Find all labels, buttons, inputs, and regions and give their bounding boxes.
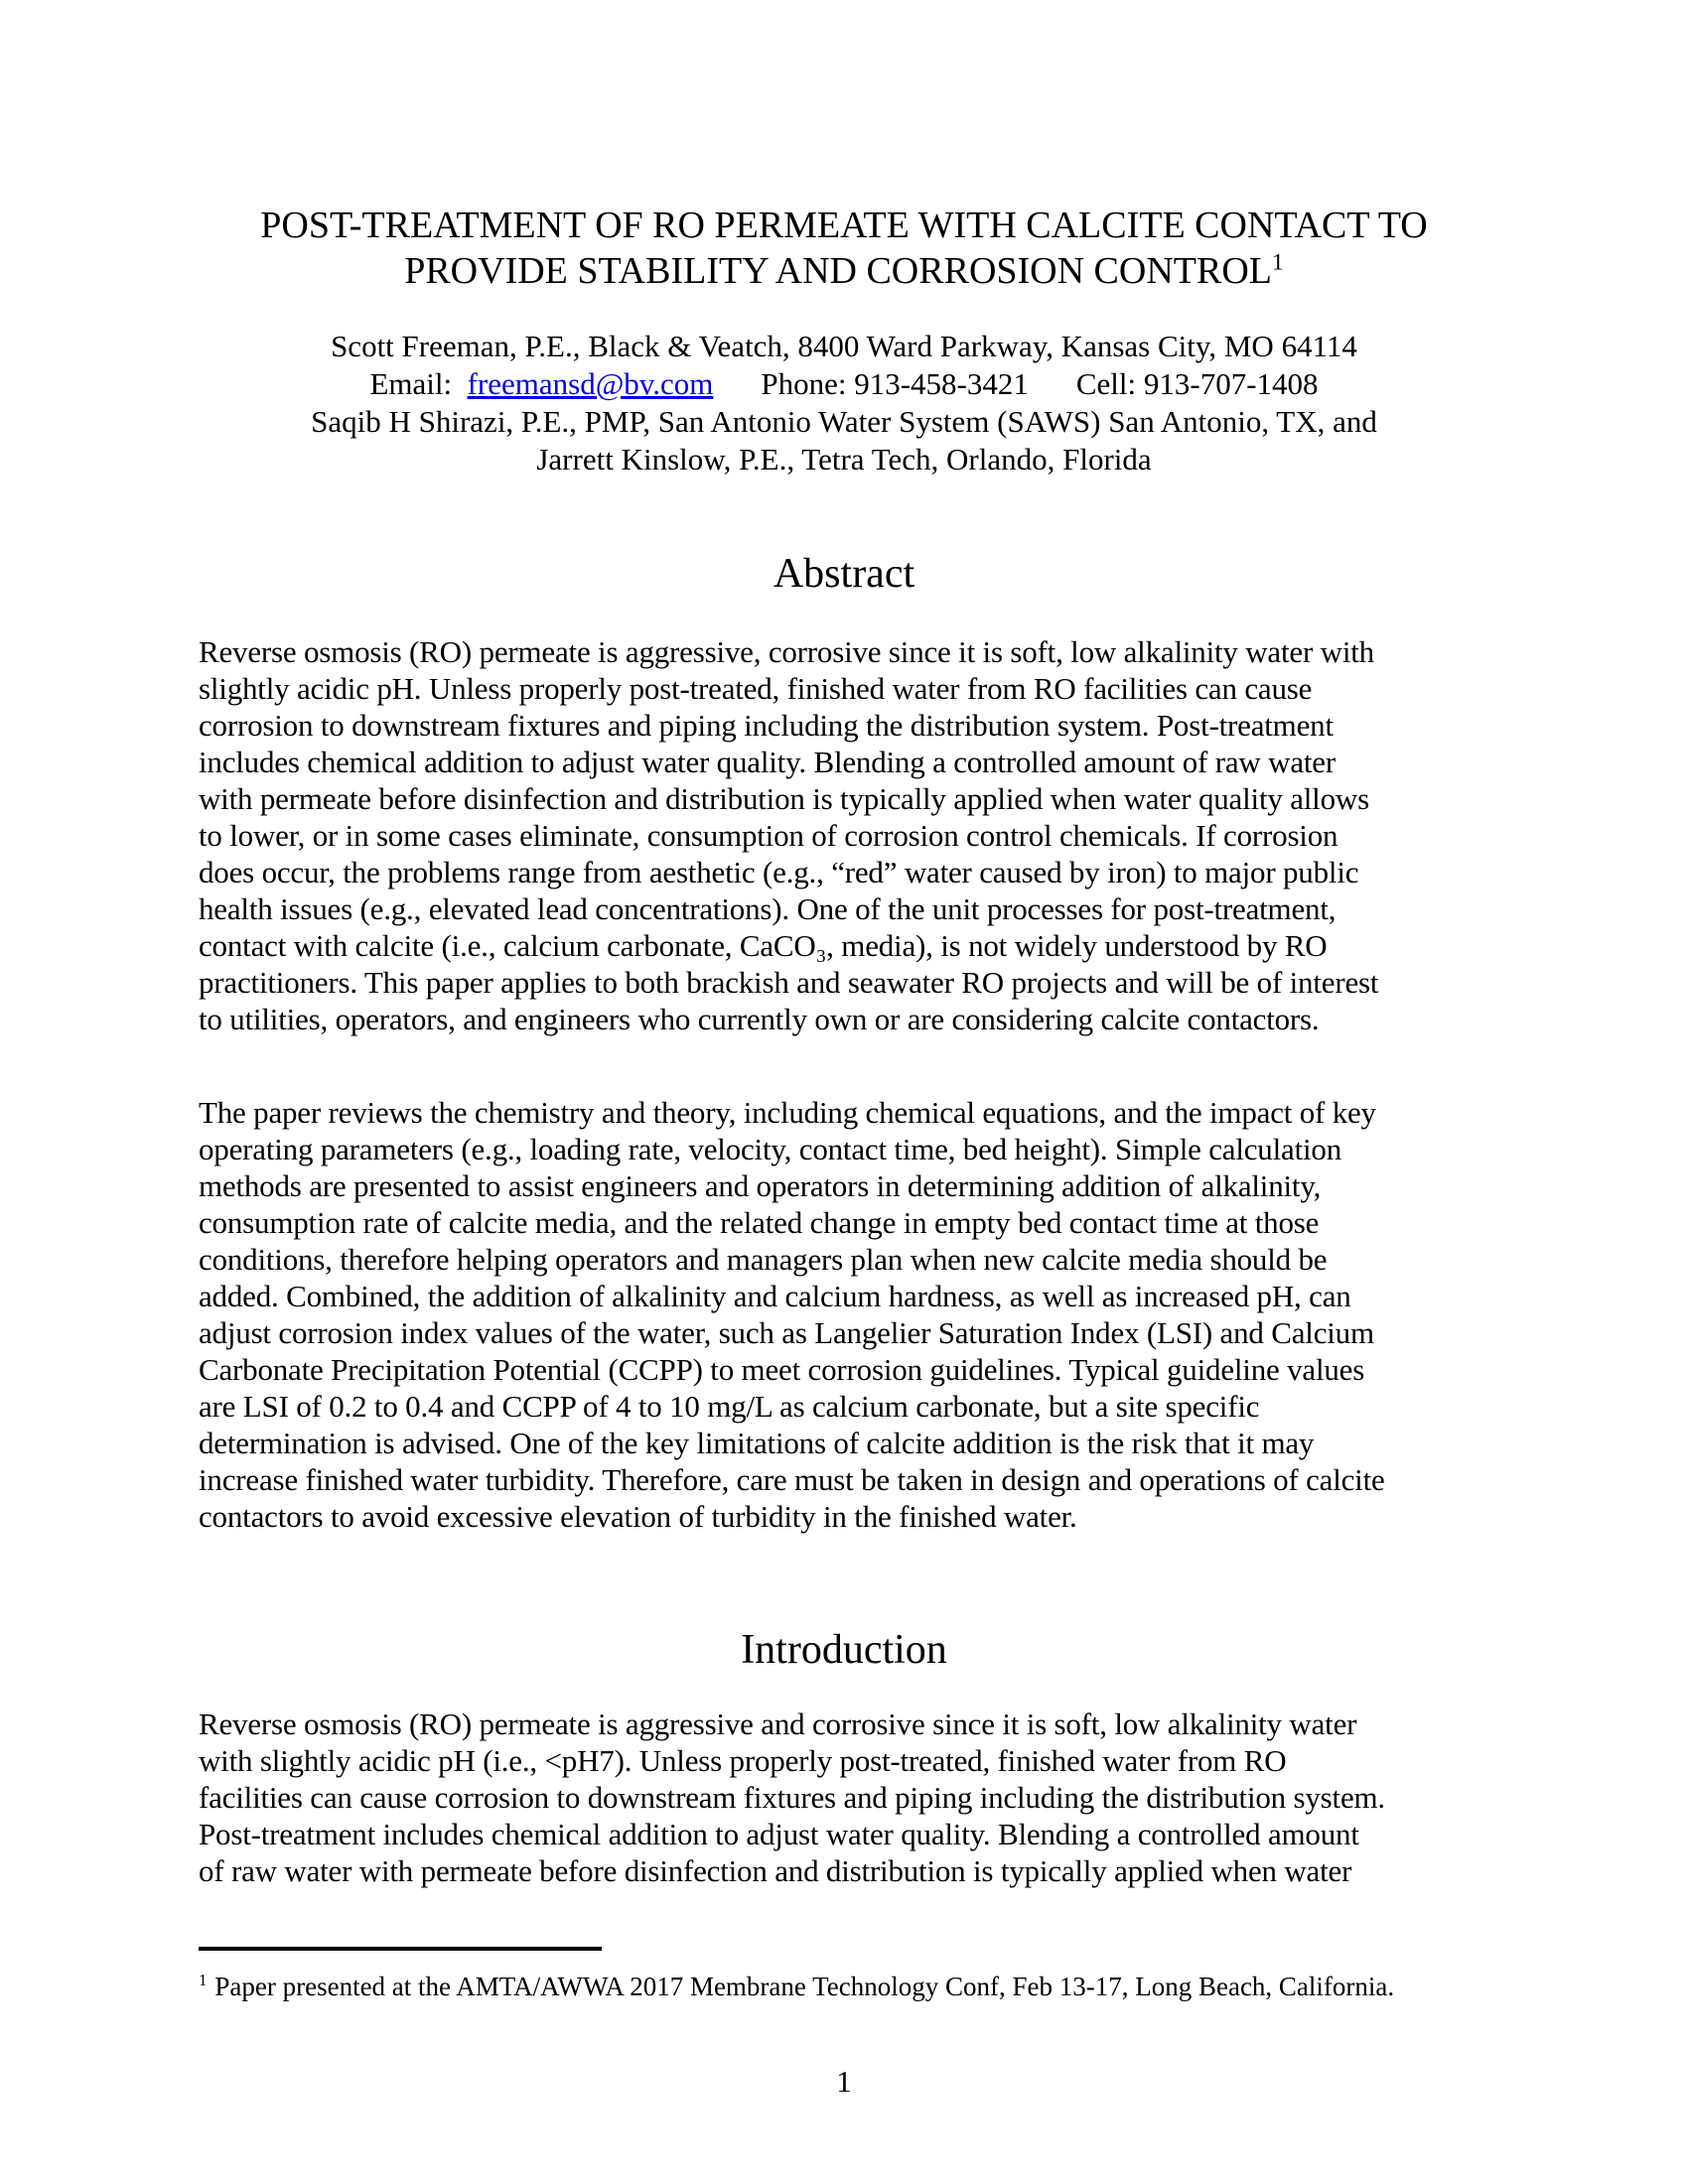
text-line: contact with calcite (i.e., calcium carbonate, CaCO₃, media), is not widely understood by RO [199,928,1328,963]
text-line: health issues (e.g., elevated lead concentrations). One of the unit processes for post-treatment, [199,891,1336,926]
text-line: The paper reviews the chemistry and theory, including chemical equations, and the impact of key [199,1095,1376,1130]
text-line: Carbonate Precipitation Potential (CCPP) to meet corrosion guidelines. Typical guideline values [199,1352,1365,1387]
paper-title-line-2 [0,248,1688,294]
text-line: consumption rate of calcite media, and the related change in empty bed contact time at those [199,1205,1320,1240]
paper-title-line-2-text: PROVIDE STABILITY AND CORROSION CONTROL [404,250,1272,292]
email-label: Email: [369,366,453,401]
email-spacer [460,366,468,401]
page-number: 1 [836,2064,852,2099]
text-line: does occur, the problems range from aesthetic (e.g., “red” water caused by iron) to major public [199,855,1359,889]
introduction-heading: Introduction [741,1627,947,1673]
text-line: Post-treatment includes chemical addition to adjust water quality. Blending a controlled amount [199,1817,1359,1851]
text-line: contactors to avoid excessive elevation of turbidity in the finished water. [199,1499,1077,1534]
abstract-heading: Abstract [773,551,915,597]
author-block [0,328,1688,478]
introduction-paragraph [199,1706,1385,1889]
text-line: conditions, therefore helping operators and managers plan when new calcite media should be [199,1242,1328,1277]
author-line-3: Saqib H Shirazi, P.E., PMP, San Antonio Water System (SAWS) San Antonio, TX, and [311,404,1377,439]
footnote [199,1970,1394,2003]
author-line-4: Jarrett Kinslow, P.E., Tetra Tech, Orlando, Florida [536,442,1152,477]
text-line: Reverse osmosis (RO) permeate is aggressive, corrosive since it is soft, low alkalinity water with [199,634,1374,669]
text-line: methods are presented to assist engineers and operators in determining addition of alkalinity, [199,1168,1322,1203]
text-line: determination is advised. One of the key limitations of calcite addition is the risk that it may [199,1426,1315,1460]
text-line: of raw water with permeate before disinfection and distribution is typically applied when water [199,1853,1352,1888]
footnote-marker-superscript: 1 [199,1971,208,1989]
text-line: increase finished water turbidity. Therefore, care must be taken in design and operations of calcite [199,1462,1385,1497]
text-line: to lower, or in some cases eliminate, consumption of corrosion control chemicals. If corrosion [199,818,1338,853]
cell-text: Cell: 913-707-1408 [1075,366,1319,401]
text-line: includes chemical addition to adjust water quality. Blending a controlled amount of raw water [199,745,1336,779]
text-line: to utilities, operators, and engineers who currently own or are considering calcite contactors. [199,1002,1320,1036]
text-line: practitioners. This paper applies to both brackish and seawater RO projects and will be of interest [199,965,1379,1000]
abstract-paragraph-2 [199,1094,1385,1535]
text-line: are LSI of 0.2 to 0.4 and CCPP of 4 to 10 mg/L as calcium carbonate, but a site specific [199,1389,1260,1424]
text-line: facilities can cause corrosion to downstream fixtures and piping including the distribution system. [199,1780,1385,1815]
text-line: with permeate before disinfection and distribution is typically applied when water quality allows [199,781,1369,816]
text-line: corrosion to downstream fixtures and piping including the distribution system. Post-treatment [199,708,1334,743]
abstract-paragraph-1 [199,633,1378,1037]
footnote-separator-rule [199,1947,602,1951]
text-line: added. Combined, the addition of alkalinity and calcium hardness, as well as increased pH, can [199,1279,1351,1313]
title-footnote-marker-superscript: 1 [1272,249,1284,276]
text-line: operating parameters (e.g., loading rate, velocity, contact time, bed height). Simple calculation [199,1132,1342,1166]
footnote-text: Paper presented at the AMTA/AWWA 2017 Membrane Technology Conf, Feb 13-17, Long Beach, California. [214,1972,1395,2001]
text-line: slightly acidic pH. Unless properly post-treated, finished water from RO facilities can cause [199,671,1313,706]
text-line: Reverse osmosis (RO) permeate is aggressive and corrosive since it is soft, low alkalinity water [199,1706,1357,1741]
text-line: with slightly acidic pH (i.e., <pH7). Unless properly post-treated, finished water from RO [199,1743,1287,1778]
phone-text: Phone: 913-458-3421 [761,366,1029,401]
text-line: adjust corrosion index values of the water, such as Langelier Saturation Index (LSI) and Calcium [199,1315,1374,1350]
email-link[interactable]: freemansd@bv.com [467,366,714,401]
author-line-1: Scott Freeman, P.E., Black & Veatch, 8400 Ward Parkway, Kansas City, MO 64114 [331,329,1357,363]
paper-title [0,203,1688,294]
author-contact-line [0,365,1688,403]
paper-title-line-1: POST-TREATMENT OF RO PERMEATE WITH CALCITE CONTACT TO [260,205,1428,246]
